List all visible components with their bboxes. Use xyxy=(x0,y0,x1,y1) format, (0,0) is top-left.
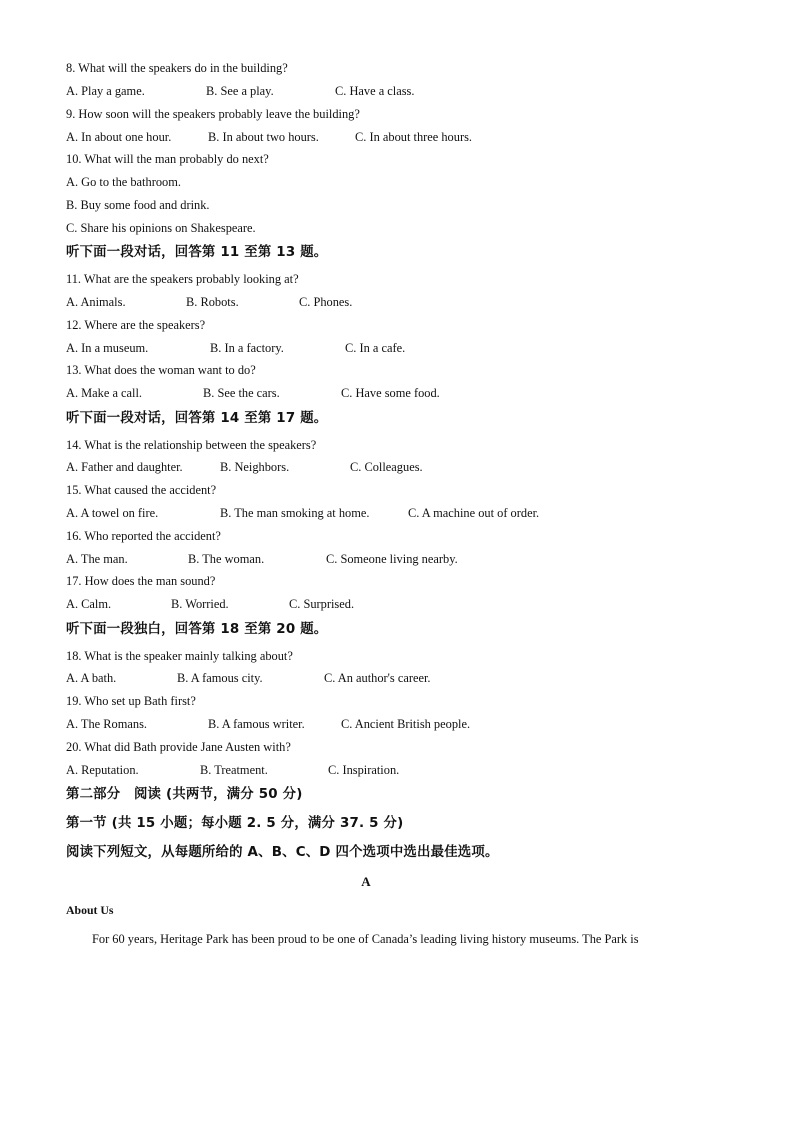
option-a: A. A towel on fire. xyxy=(66,506,159,520)
question-10-option-c: C. Share his opinions on Shakespeare. xyxy=(66,221,256,235)
question-13-stem: 13. What does the woman want to do? xyxy=(66,363,256,377)
option-c: C. Have a class. xyxy=(335,84,415,98)
section-instruction-18-20: 听下面一段独白，回答第 18 至第 20 题。 xyxy=(66,622,328,637)
option-a: A. In a museum. xyxy=(66,341,149,355)
question-10-stem: 10. What will the man probably do next? xyxy=(66,152,269,166)
question-11-stem: 11. What are the speakers probably looking at? xyxy=(66,272,299,286)
option-c: C. Phones. xyxy=(299,295,353,309)
option-b: B. In a factory. xyxy=(210,341,284,355)
option-c: C. In about three hours. xyxy=(355,130,472,144)
option-c: C. An author's career. xyxy=(324,671,431,685)
option-a: A. Animals. xyxy=(66,295,126,309)
passage-letter: A xyxy=(361,874,371,889)
reading-instruction: 阅读下列短文，从每题所给的 A、B、C、D 四个选项中选出最佳选项。 xyxy=(66,845,499,860)
option-b: B. In about two hours. xyxy=(208,130,319,144)
option-c: C. Have some food. xyxy=(341,386,440,400)
option-a: A. Reputation. xyxy=(66,763,139,777)
option-b: B. See a play. xyxy=(206,84,274,98)
option-a: A. Father and daughter. xyxy=(66,460,183,474)
question-16-stem: 16. Who reported the accident? xyxy=(66,529,221,543)
option-b: B. A famous city. xyxy=(177,671,263,685)
question-15-stem: 15. What caused the accident? xyxy=(66,483,217,497)
option-a: A. In about one hour. xyxy=(66,130,172,144)
question-8-stem: 8. What will the speakers do in the building? xyxy=(66,61,288,75)
option-c: C. Someone living nearby. xyxy=(326,552,458,566)
option-c: C. Surprised. xyxy=(289,597,355,611)
section1-title: 第一节 (共 15 小题；每小题 2. 5 分，满分 37. 5 分) xyxy=(66,816,404,831)
section-instruction-11-13: 听下面一段对话，回答第 11 至第 13 题。 xyxy=(66,245,328,260)
question-10-option-a: A. Go to the bathroom. xyxy=(66,175,181,189)
option-b: B. See the cars. xyxy=(203,386,280,400)
passage-heading: About Us xyxy=(66,903,114,917)
option-a: A. The Romans. xyxy=(66,717,147,731)
option-c: C. Inspiration. xyxy=(328,763,400,777)
option-c: C. Colleagues. xyxy=(350,460,423,474)
option-c: C. A machine out of order. xyxy=(408,506,540,520)
option-b: B. The woman. xyxy=(188,552,265,566)
question-18-stem: 18. What is the speaker mainly talking about? xyxy=(66,649,293,663)
option-b: B. Treatment. xyxy=(200,763,268,777)
question-17-stem: 17. How does the man sound? xyxy=(66,574,216,588)
question-14-stem: 14. What is the relationship between the speakers? xyxy=(66,438,317,452)
option-a: A. Play a game. xyxy=(66,84,145,98)
question-9-stem: 9. How soon will the speakers probably leave the building? xyxy=(66,107,360,121)
question-12-stem: 12. Where are the speakers? xyxy=(66,318,206,332)
option-c: C. Ancient British people. xyxy=(341,717,471,731)
option-a: A. The man. xyxy=(66,552,128,566)
question-10-option-b: B. Buy some food and drink. xyxy=(66,198,210,212)
option-b: B. Robots. xyxy=(186,295,239,309)
passage-paragraph: For 60 years, Heritage Park has been proud to be one of Canada’s leading living history museums. The Park is xyxy=(92,932,639,946)
option-b: B. Worried. xyxy=(171,597,229,611)
option-b: B. The man smoking at home. xyxy=(220,506,370,520)
option-a: A. Calm. xyxy=(66,597,112,611)
option-c: C. In a cafe. xyxy=(345,341,406,355)
option-b: B. A famous writer. xyxy=(208,717,305,731)
option-a: A. Make a call. xyxy=(66,386,143,400)
question-19-stem: 19. Who set up Bath first? xyxy=(66,694,196,708)
section-instruction-14-17: 听下面一段对话，回答第 14 至第 17 题。 xyxy=(66,411,328,426)
option-a: A. A bath. xyxy=(66,671,117,685)
option-b: B. Neighbors. xyxy=(220,460,290,474)
part2-title: 第二部分 阅读 (共两节，满分 50 分) xyxy=(66,787,303,802)
question-20-stem: 20. What did Bath provide Jane Austen with? xyxy=(66,740,291,754)
